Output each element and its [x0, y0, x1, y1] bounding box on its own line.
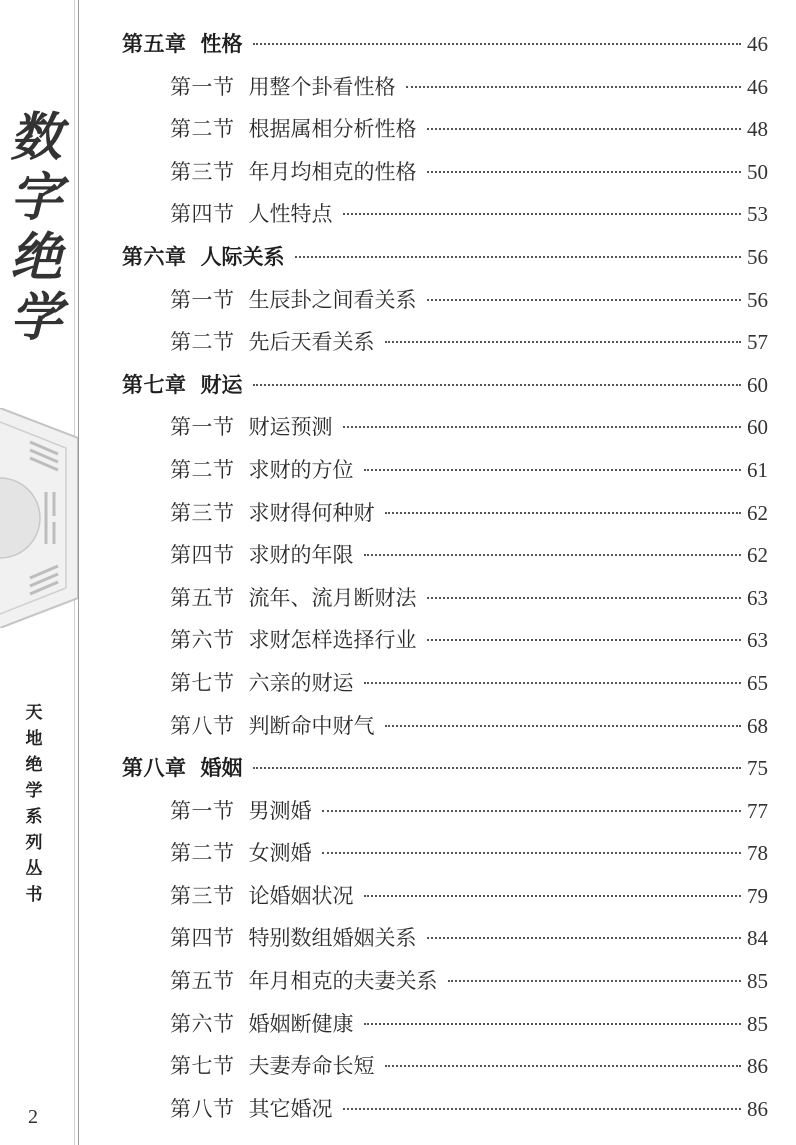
toc-page-number: 62: [747, 500, 768, 525]
toc-page-number: 68: [747, 713, 768, 738]
toc-page-number: 86: [747, 1054, 768, 1079]
toc-dot-leader: [364, 469, 742, 471]
toc-entry-label: 第六节: [170, 1011, 235, 1036]
toc-page-number: 61: [747, 457, 768, 482]
toc-entry-label: 第五节: [170, 969, 235, 994]
toc-entry-title: 求财的方位: [248, 457, 354, 482]
series-char: 丛: [25, 859, 43, 879]
toc-entry-label: 第六章: [122, 243, 187, 269]
toc-section-row: [122, 411, 768, 454]
toc-entry-label: 第一节: [170, 798, 235, 823]
toc-dot-leader: [364, 554, 742, 556]
toc-entry-title: 女测婚: [248, 841, 312, 866]
toc-dot-leader: [322, 852, 742, 854]
toc-chapter-row: [122, 28, 768, 71]
toc-entry-title: 男测婚: [248, 798, 312, 823]
toc-entry-title: 特别数组婚姻关系: [248, 926, 417, 951]
toc-entry-title: 求财怎样选择行业: [248, 628, 417, 653]
toc-entry-title: 求财得何种财: [248, 500, 375, 525]
toc-entry-title: 判断命中财气: [248, 713, 375, 738]
toc-page-number: 78: [747, 841, 768, 866]
toc-page-number: 65: [747, 670, 768, 695]
toc-dot-leader: [427, 639, 742, 641]
toc-dot-leader: [364, 682, 742, 684]
toc-page-number: 86: [747, 1096, 768, 1121]
toc-entry-label: 第六节: [170, 628, 235, 653]
toc-entry-label: 第二节: [170, 457, 235, 482]
toc-entry-label: 第七章: [122, 371, 187, 397]
toc-dot-leader: [427, 171, 742, 173]
toc-entry-label: 第四节: [170, 543, 235, 568]
toc-entry-label: 第四节: [170, 202, 235, 227]
toc-dot-leader: [364, 1023, 742, 1025]
toc-dot-leader: [427, 299, 742, 301]
toc-entry-title: 求财的年限: [248, 543, 354, 568]
book-title-char: 字: [9, 167, 62, 228]
toc-entry-label: 第一节: [170, 74, 235, 99]
toc-page-number: 48: [747, 117, 768, 142]
toc-section-row: [122, 1008, 768, 1051]
toc-entry-title: 六亲的财运: [248, 670, 354, 695]
toc-entry-label: 第八节: [170, 713, 235, 738]
toc-section-row: [122, 965, 768, 1008]
book-title-char: 学: [9, 287, 62, 348]
toc-page-number: 56: [747, 244, 768, 269]
toc-page-number: 63: [747, 628, 768, 653]
series-char: 列: [25, 833, 43, 853]
toc-entry-title: 其它婚况: [248, 1096, 333, 1121]
toc-section-row: [122, 1050, 768, 1093]
toc-page-number: 77: [747, 798, 768, 823]
toc-page-number: 79: [747, 883, 768, 908]
toc-entry-title: 人际关系: [200, 243, 285, 269]
toc-dot-leader: [343, 213, 742, 215]
toc-page-number: 53: [747, 202, 768, 227]
toc-page-number: 46: [747, 74, 768, 99]
toc-entry-title: 年月相克的夫妻关系: [248, 969, 438, 994]
toc-entry-label: 第五节: [170, 585, 235, 610]
page-number: 2: [28, 1106, 38, 1128]
toc-entry-label: 第四节: [170, 926, 235, 951]
toc-dot-leader: [406, 86, 742, 88]
toc-page-number: 50: [747, 159, 768, 184]
toc-entry-title: 夫妻寿命长短: [248, 1054, 375, 1079]
toc-page-number: 85: [747, 969, 768, 994]
toc-entry-title: 年月均相克的性格: [248, 159, 417, 184]
toc-entry-title: 人性特点: [248, 202, 333, 227]
series-char: 书: [25, 885, 43, 905]
toc-entry-label: 第一节: [170, 415, 235, 440]
toc-dot-leader: [343, 1108, 742, 1110]
toc-entry-title: 生辰卦之间看关系: [248, 287, 417, 312]
toc-section-row: [122, 667, 768, 710]
toc-section-row: [122, 71, 768, 114]
toc-dot-leader: [427, 128, 742, 130]
toc-dot-leader: [427, 597, 742, 599]
toc-entry-label: 第八章: [122, 755, 187, 781]
toc-section-row: [122, 922, 768, 965]
toc-dot-leader: [295, 256, 742, 258]
toc-chapter-row: [122, 752, 768, 795]
toc-section-row: [122, 624, 768, 667]
toc-section-row: [122, 326, 768, 369]
toc-dot-leader: [448, 980, 742, 982]
toc-section-row: [122, 710, 768, 753]
toc-dot-leader: [322, 810, 742, 812]
toc-page-number: 62: [747, 543, 768, 568]
toc-entry-label: 第二节: [170, 117, 235, 142]
toc-page-number: 56: [747, 287, 768, 312]
toc-entry-title: 婚姻断健康: [248, 1011, 354, 1036]
series-char: 天: [25, 703, 43, 723]
toc-entry-label: 第二节: [170, 330, 235, 355]
toc-section-row: [122, 582, 768, 625]
toc-chapter-row: [122, 369, 768, 412]
book-title-char: 绝: [9, 227, 62, 288]
toc-dot-leader: [385, 725, 742, 727]
toc-section-row: [122, 837, 768, 880]
toc-page-number: 63: [747, 585, 768, 610]
toc-entry-label: 第二节: [170, 841, 235, 866]
toc-entry-label: 第三节: [170, 883, 235, 908]
toc-entry-title: 财运预测: [248, 415, 333, 440]
toc-entry-label: 第一节: [170, 287, 235, 312]
toc-page-number: 57: [747, 330, 768, 355]
toc-page-number: 75: [747, 756, 768, 781]
toc-entry-label: 第三节: [170, 500, 235, 525]
toc-section-row: [122, 156, 768, 199]
toc-section-row: [122, 497, 768, 540]
series-char: 地: [25, 729, 43, 749]
series-name-vertical: [22, 700, 46, 908]
toc-section-row: [122, 795, 768, 838]
toc-dot-leader: [385, 512, 742, 514]
toc-page-number: 85: [747, 1011, 768, 1036]
toc-entry-title: 先后天看关系: [248, 330, 375, 355]
toc-page-number: 84: [747, 926, 768, 951]
bagua-emblem: [0, 408, 78, 628]
toc-section-row: [122, 198, 768, 241]
toc-entry-label: 第五章: [122, 31, 187, 56]
book-title-char: 数: [9, 107, 62, 168]
toc-dot-leader: [343, 426, 742, 428]
toc-page-number: 60: [747, 372, 768, 397]
margin-rule: [78, 0, 79, 1145]
series-char: 系: [25, 807, 43, 827]
toc-entry-title: 性格: [200, 31, 243, 56]
toc-page-number: 46: [747, 32, 768, 56]
toc-dot-leader: [385, 341, 742, 343]
toc-section-row: [122, 284, 768, 327]
toc-dot-leader: [253, 384, 742, 386]
toc-entry-title: 财运: [200, 371, 243, 397]
toc-entry-label: 第八节: [170, 1096, 235, 1121]
table-of-contents: [122, 28, 768, 1135]
toc-entry-title: 流年、流月断财法: [248, 585, 417, 610]
book-title-calligraphy: [4, 108, 68, 348]
series-char: 绝: [25, 755, 43, 775]
toc-section-row: [122, 539, 768, 582]
toc-entry-title: 用整个卦看性格: [248, 74, 396, 99]
toc-entry-title: 论婚姻状况: [248, 883, 354, 908]
toc-dot-leader: [427, 937, 742, 939]
toc-dot-leader: [385, 1065, 742, 1067]
toc-entry-title: 根据属相分析性格: [248, 117, 417, 142]
toc-dot-leader: [253, 767, 742, 769]
toc-section-row: [122, 113, 768, 156]
toc-entry-label: 第三节: [170, 159, 235, 184]
toc-section-row: [122, 1093, 768, 1136]
series-char: 学: [25, 781, 43, 801]
toc-entry-label: 第七节: [170, 670, 235, 695]
toc-section-row: [122, 880, 768, 923]
toc-dot-leader: [364, 895, 742, 897]
toc-entry-title: 婚姻: [200, 755, 243, 781]
toc-chapter-row: [122, 241, 768, 284]
toc-entry-label: 第七节: [170, 1054, 235, 1079]
toc-dot-leader: [253, 43, 742, 45]
toc-page-number: 60: [747, 415, 768, 440]
toc-section-row: [122, 454, 768, 497]
